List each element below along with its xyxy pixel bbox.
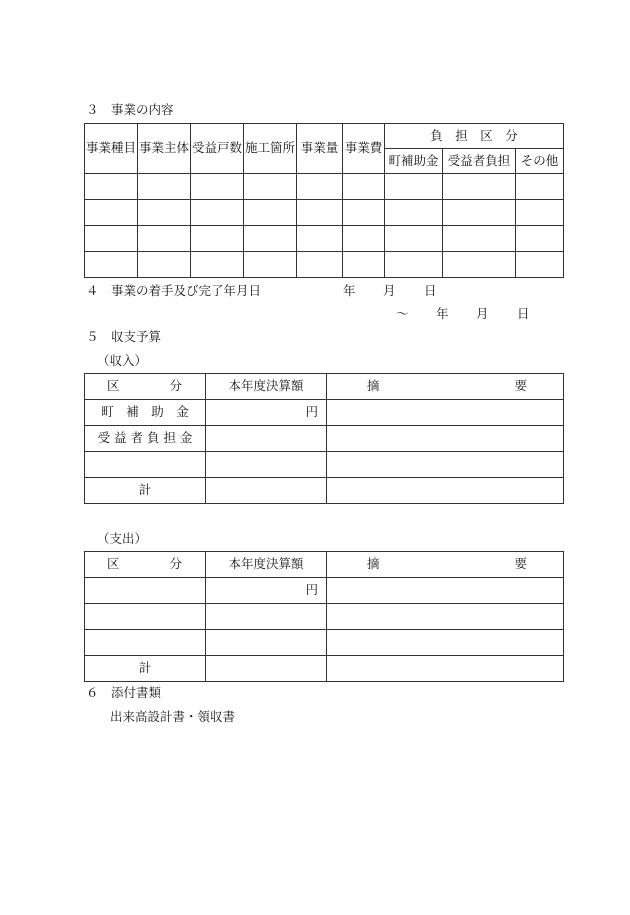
income-note-cell[interactable]	[327, 452, 564, 478]
table-cell[interactable]	[297, 174, 343, 200]
table-cell[interactable]	[138, 174, 191, 200]
header-category	[85, 374, 206, 400]
income-note-cell[interactable]	[327, 426, 564, 452]
attachments-content: 出来高設計書・領収書	[110, 709, 236, 724]
table-row	[85, 400, 564, 426]
header-category-label: 区 分	[107, 378, 183, 394]
table-cell[interactable]	[343, 174, 385, 200]
table-row	[85, 656, 564, 682]
table-cell[interactable]	[85, 174, 138, 200]
table-cell[interactable]	[516, 174, 564, 200]
table-row	[85, 604, 564, 630]
table-cell[interactable]	[191, 226, 244, 252]
table-cell[interactable]	[516, 252, 564, 278]
table-cell[interactable]	[138, 252, 191, 278]
header-note-a: 摘	[367, 556, 380, 572]
header-category-label: 区 分	[107, 556, 183, 572]
header-note-b: 要	[514, 378, 527, 394]
header-note	[327, 552, 564, 578]
table-cell[interactable]	[385, 174, 443, 200]
income-amount-cell[interactable]	[206, 452, 327, 478]
header-amount: 本年度決算額	[206, 374, 327, 400]
table-cell[interactable]	[297, 252, 343, 278]
header-project-entity: 事業主体	[138, 124, 191, 174]
end-year-label: 年	[436, 306, 449, 321]
income-total-amount[interactable]	[206, 478, 327, 504]
table-cell[interactable]	[385, 252, 443, 278]
table-row	[85, 226, 564, 252]
table-cell[interactable]	[191, 174, 244, 200]
expense-amount-cell[interactable]: 円	[206, 578, 327, 604]
expense-category-cell[interactable]	[85, 578, 206, 604]
header-project-volume: 事業量	[297, 124, 343, 174]
table-cell[interactable]	[85, 252, 138, 278]
section4-heading: ４ 事業の着手及び完了年月日	[86, 283, 262, 298]
table-cell[interactable]	[85, 226, 138, 252]
header-amount: 本年度決算額	[206, 552, 327, 578]
header-category	[85, 552, 206, 578]
income-caption: （収入）	[97, 353, 148, 368]
start-day-label: 日	[424, 283, 437, 298]
expense-total-label: 計	[85, 656, 206, 682]
expense-total-note[interactable]	[327, 656, 564, 682]
project-content-table	[84, 123, 564, 278]
header-town-subsidy: 町補助金	[385, 149, 443, 174]
table-row	[85, 252, 564, 278]
end-month-label: 月	[476, 306, 489, 321]
expense-caption: （支出）	[97, 531, 148, 546]
table-cell[interactable]	[244, 200, 297, 226]
expense-note-cell[interactable]	[327, 604, 564, 630]
table-cell[interactable]	[443, 226, 516, 252]
income-amount-cell[interactable]	[206, 426, 327, 452]
table-cell[interactable]	[385, 200, 443, 226]
table-cell[interactable]	[85, 200, 138, 226]
section3-heading: ３ 事業の内容	[86, 102, 174, 117]
table-cell[interactable]	[343, 200, 385, 226]
table-row	[85, 200, 564, 226]
section6-heading: ６ 添付書類	[86, 685, 162, 700]
table-cell[interactable]	[244, 174, 297, 200]
table-cell[interactable]	[516, 200, 564, 226]
start-month-label: 月	[383, 283, 396, 298]
table-cell[interactable]	[244, 252, 297, 278]
table-cell[interactable]	[343, 226, 385, 252]
table-cell[interactable]	[443, 200, 516, 226]
income-note-cell[interactable]	[327, 400, 564, 426]
section5-heading: ５ 収支予算	[86, 329, 162, 344]
header-burden-category: 負 担 区 分	[385, 124, 564, 149]
table-cell[interactable]	[343, 252, 385, 278]
table-cell[interactable]	[443, 174, 516, 200]
expense-category-cell[interactable]	[85, 604, 206, 630]
start-year-label: 年	[343, 283, 356, 298]
table-cell[interactable]	[191, 252, 244, 278]
table-row	[85, 452, 564, 478]
tilde-separator: ～	[396, 306, 409, 321]
expense-note-cell[interactable]	[327, 578, 564, 604]
expense-amount-cell[interactable]	[206, 630, 327, 656]
table-cell[interactable]	[138, 226, 191, 252]
income-total-label: 計	[85, 478, 206, 504]
expense-amount-cell[interactable]	[206, 604, 327, 630]
table-row	[85, 630, 564, 656]
table-row	[85, 578, 564, 604]
header-beneficiary-burden: 受益者負担	[443, 149, 516, 174]
income-total-note[interactable]	[327, 478, 564, 504]
income-amount-cell[interactable]: 円	[206, 400, 327, 426]
income-category-cell[interactable]	[85, 452, 206, 478]
header-project-cost: 事業費	[343, 124, 385, 174]
expense-total-amount[interactable]	[206, 656, 327, 682]
table-row	[85, 426, 564, 452]
table-cell[interactable]	[138, 200, 191, 226]
header-project-type: 事業種目	[85, 124, 138, 174]
income-category-cell: 町 補 助 金	[85, 400, 206, 426]
header-note-a: 摘	[367, 378, 380, 394]
expense-table	[84, 551, 564, 682]
income-category-cell: 受 益 者 負 担 金	[85, 426, 206, 452]
end-day-label: 日	[517, 306, 530, 321]
table-cell[interactable]	[191, 200, 244, 226]
table-cell[interactable]	[516, 226, 564, 252]
table-cell[interactable]	[443, 252, 516, 278]
table-cell[interactable]	[385, 226, 443, 252]
header-note	[327, 374, 564, 400]
income-table	[84, 373, 564, 504]
table-cell[interactable]	[297, 200, 343, 226]
table-row	[85, 478, 564, 504]
header-other: その他	[516, 149, 564, 174]
header-note-b: 要	[514, 556, 527, 572]
expense-category-cell[interactable]	[85, 630, 206, 656]
header-beneficiary-households: 受益戸数	[191, 124, 244, 174]
table-cell[interactable]	[244, 226, 297, 252]
header-construction-site: 施工箇所	[244, 124, 297, 174]
table-cell[interactable]	[297, 226, 343, 252]
table-row	[85, 174, 564, 200]
expense-note-cell[interactable]	[327, 630, 564, 656]
